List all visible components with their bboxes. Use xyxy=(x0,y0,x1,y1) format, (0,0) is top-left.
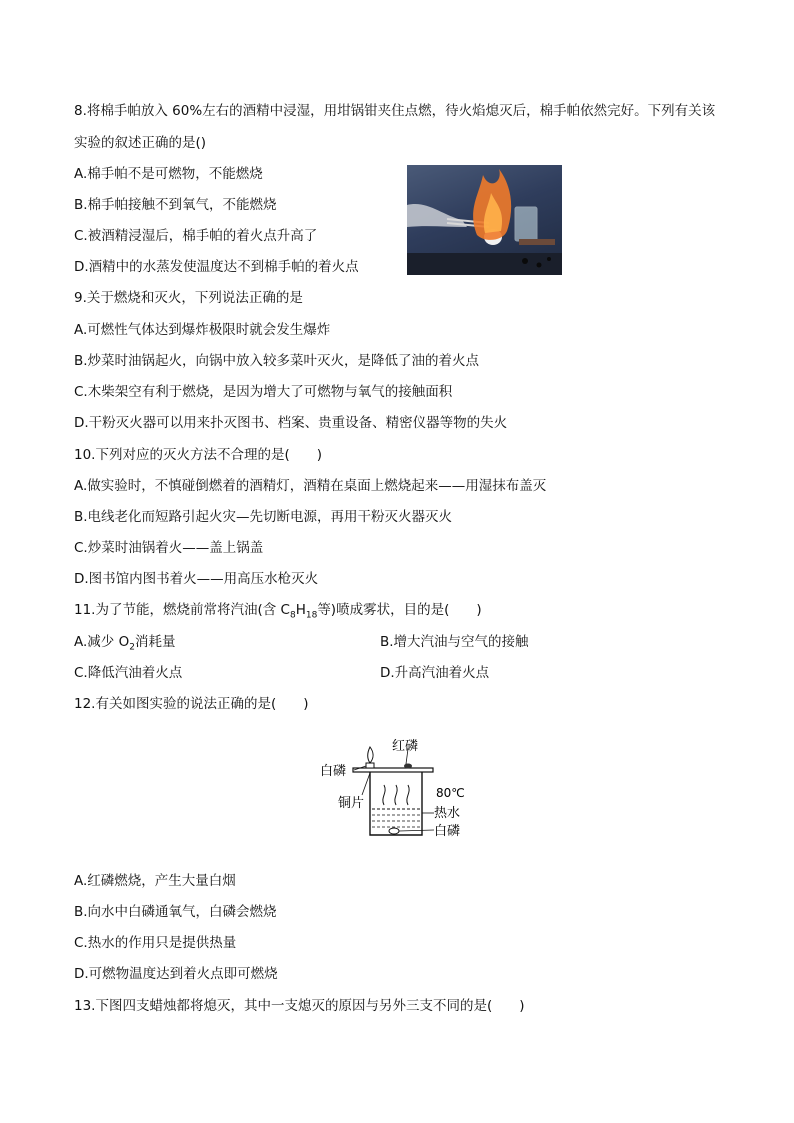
q11-option-c: C.降低汽油着火点 xyxy=(74,665,183,681)
q11-stem-pre: 11.为了节能，燃烧前常将汽油(含 C xyxy=(74,602,290,618)
q11-option-d: D.升高汽油着火点 xyxy=(380,665,490,681)
q12-option-d: D.可燃物温度达到着火点即可燃烧 xyxy=(74,966,278,982)
q13-stem: 13.下图四支蜡烛都将熄灭，其中一支熄灭的原因与另外三支不同的是( ) xyxy=(74,998,525,1014)
q12-stem: 12.有关如图实验的说法正确的是( ) xyxy=(74,696,309,712)
q11-carbon-subscript: 8 xyxy=(289,610,296,621)
q10-option-d: D.图书馆内图书着火——用高压水枪灭火 xyxy=(74,571,319,587)
q8-option-c: C.被酒精浸湿后，棉手帕的着火点升高了 xyxy=(74,228,318,244)
copper-sheet-shape xyxy=(353,768,433,772)
label-hot-water: 热水 xyxy=(434,806,461,821)
q10-option-c: C.炒菜时油锅着火——盖上锅盖 xyxy=(74,540,264,556)
q8-stem-line1: 8.将棉手帕放入 60%左右的酒精中浸湿，用坩锅钳夹住点燃，待火焰熄灭后，棉手帕依然完好。下列有关该 xyxy=(74,103,716,119)
q11-option-a-post: 消耗量 xyxy=(134,634,176,650)
steam-icon xyxy=(383,785,385,805)
q11-option-a-pre: A.减少 O xyxy=(74,634,130,650)
q11-option-a-subscript: 2 xyxy=(129,642,135,653)
q9-option-a: A.可燃性气体达到爆炸极限时就会发生爆炸 xyxy=(74,322,331,338)
q11-hydrogen-subscript: 18 xyxy=(305,610,318,621)
q10-stem: 10.下列对应的灭火方法不合理的是( ) xyxy=(74,447,323,463)
red-phosphorus-shape xyxy=(404,764,412,769)
q11-option-b: B.增大汽油与空气的接触 xyxy=(380,634,529,650)
phosphorus-experiment-diagram xyxy=(318,735,468,840)
q8-stem-line2: 实验的叙述正确的是() xyxy=(74,135,207,151)
label-copper-sheet: 铜片 xyxy=(338,796,365,811)
beaker-shape xyxy=(370,772,422,835)
q8-option-d: D.酒精中的水蒸发使温度达不到棉手帕的着火点 xyxy=(74,259,359,275)
q10-option-a: A.做实验时，不慎碰倒燃着的酒精灯，酒精在桌面上燃烧起来——用湿抹布盖灭 xyxy=(74,478,547,494)
flame-icon xyxy=(368,747,373,763)
q12-option-b: B.向水中白磷通氧气，白磷会燃烧 xyxy=(74,904,277,920)
q10-option-b: B.电线老化而短路引起火灾—先切断电源，再用干粉灭火器灭火 xyxy=(74,509,453,525)
q12-option-a: A.红磷燃烧，产生大量白烟 xyxy=(74,873,236,889)
label-white-phosphorus-bottom: 白磷 xyxy=(434,824,461,839)
q12-option-c: C.热水的作用只是提供热量 xyxy=(74,935,237,951)
burning-handkerchief-photo xyxy=(407,165,562,275)
q9-option-c: C.木柴架空有利于燃烧，是因为增大了可燃物与氧气的接触面积 xyxy=(74,384,453,400)
label-white-phosphorus-left: 白磷 xyxy=(320,764,347,779)
q9-stem: 9.关于燃烧和灭火，下列说法正确的是 xyxy=(74,290,303,306)
q8-option-b: B.棉手帕接触不到氧气，不能燃烧 xyxy=(74,197,277,213)
q9-option-d: D.干粉灭火器可以用来扑灭图书、档案、贵重设备、精密仪器等物的失火 xyxy=(74,415,508,431)
q11-stem xyxy=(74,600,482,620)
q11-stem-mid: H xyxy=(295,602,306,618)
label-temperature: 80℃ xyxy=(436,786,465,800)
photo-illustration xyxy=(407,165,562,275)
q8-option-a: A.棉手帕不是可燃物，不能燃烧 xyxy=(74,166,263,182)
label-red-phosphorus: 红磷 xyxy=(392,739,419,754)
white-phosphorus-underwater-shape xyxy=(389,828,399,834)
q11-stem-post: 等)喷成雾状，目的是( ) xyxy=(317,602,482,618)
diagram-svg xyxy=(318,735,468,840)
q9-option-b: B.炒菜时油锅起火，向锅中放入较多菜叶灭火，是降低了油的着火点 xyxy=(74,353,480,369)
q11-option-a xyxy=(74,632,175,652)
